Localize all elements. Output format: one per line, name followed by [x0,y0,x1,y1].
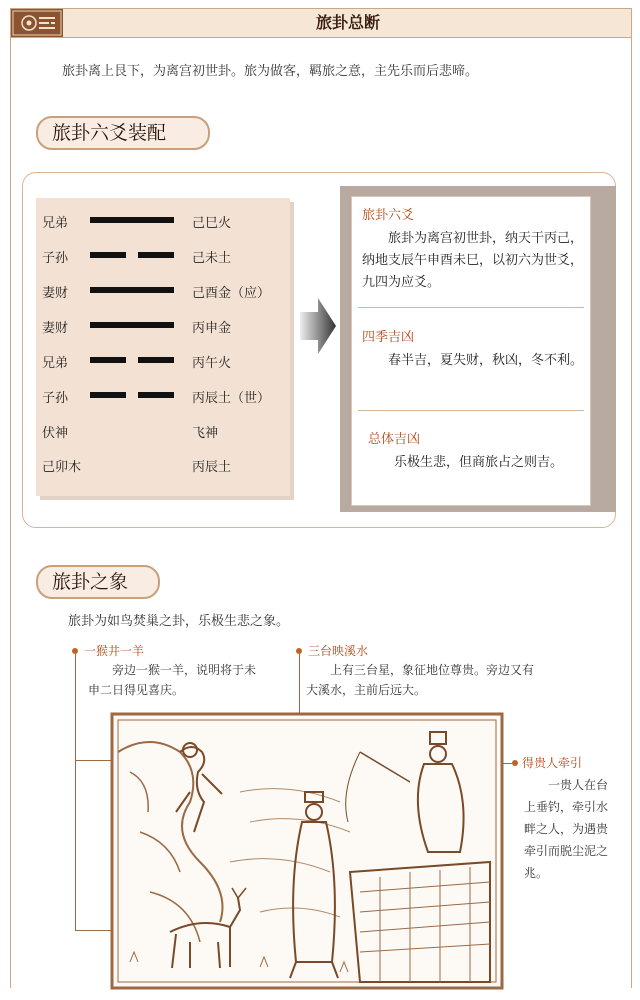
annotation-text: 旁边一猴一羊，说明将于未申二日得见喜庆。 [88,663,257,697]
relation-label: 子孙 [42,251,69,266]
yin-line-left [90,357,126,363]
yin-line-right [138,252,174,258]
section-title-xiang: 旅卦之象 [36,565,160,599]
stem-label: 己酉金（应） [192,286,271,301]
feishen-label: 飞神 [192,426,219,441]
frame-right [631,38,632,988]
relation-label: 妻财 [42,286,69,301]
woodcut-illustration [110,712,504,990]
frame-left [10,38,11,988]
stem-label: 己未土 [192,251,232,266]
leader-line [75,654,76,930]
fushen-value: 己卯木 [42,460,82,475]
relation-label: 妻财 [42,321,69,336]
liuyao-text: 旅卦为离宫初世卦，纳天干丙己，纳地支辰午申酉未巳，以初六为世爻，九四为应爻。 [362,231,584,290]
relation-label: 子孙 [42,391,69,406]
section-title-yao: 旅卦六爻装配 [36,116,210,150]
stem-label: 丙辰土（世） [192,391,271,406]
logo-emblem [11,9,63,37]
annotation-text: 上有三台星，象征地位尊贵。旁边又有大溪水，主前后远大。 [306,663,535,697]
hexagram-table [36,198,290,496]
divider [358,307,584,308]
fushen-label: 伏神 [42,426,69,441]
intro-text: 旅卦离上艮下，为离宫初世卦。旅为做客，羁旅之意，主先乐而后悲啼。 [62,64,479,79]
page-title: 旅卦总断 [315,13,380,32]
yang-line [90,287,174,293]
siji-text: 春半吉，夏失财，秋凶，冬不利。 [388,353,584,368]
zongti-title: 总体吉凶 [368,432,421,447]
relation-label: 兄弟 [42,356,69,371]
annotation-title: 得贵人牵引 [522,756,583,770]
liuyao-title: 旅卦六爻 [362,208,415,223]
siji-title: 四季吉凶 [362,330,415,345]
relation-label: 兄弟 [42,216,69,231]
page-header [10,8,632,38]
stem-label: 丙申金 [192,321,232,336]
annotation-text: 一贵人在台上垂钓，牵引水畔之人，为遇贵牵引而脱尘泥之兆。 [524,778,609,880]
yang-line [90,217,174,223]
feishen-value: 丙辰土 [192,460,232,475]
zongti-text: 乐极生悲，但商旅占之则吉。 [394,455,564,470]
annotation-title: 三台映溪水 [308,644,369,658]
bullet [512,760,518,766]
stem-label: 己巳火 [192,216,232,231]
yang-line [90,322,174,328]
stem-label: 丙午火 [192,356,232,371]
yin-line-right [138,392,174,398]
yin-line-right [138,357,174,363]
arrow-right-icon [300,298,336,354]
divider [358,410,584,411]
annotation-title: 一猴井一羊 [84,644,145,658]
yin-line-left [90,392,126,398]
yin-line-left [90,252,126,258]
xiang-text: 旅卦为如鸟焚巢之卦，乐极生悲之象。 [68,614,290,629]
